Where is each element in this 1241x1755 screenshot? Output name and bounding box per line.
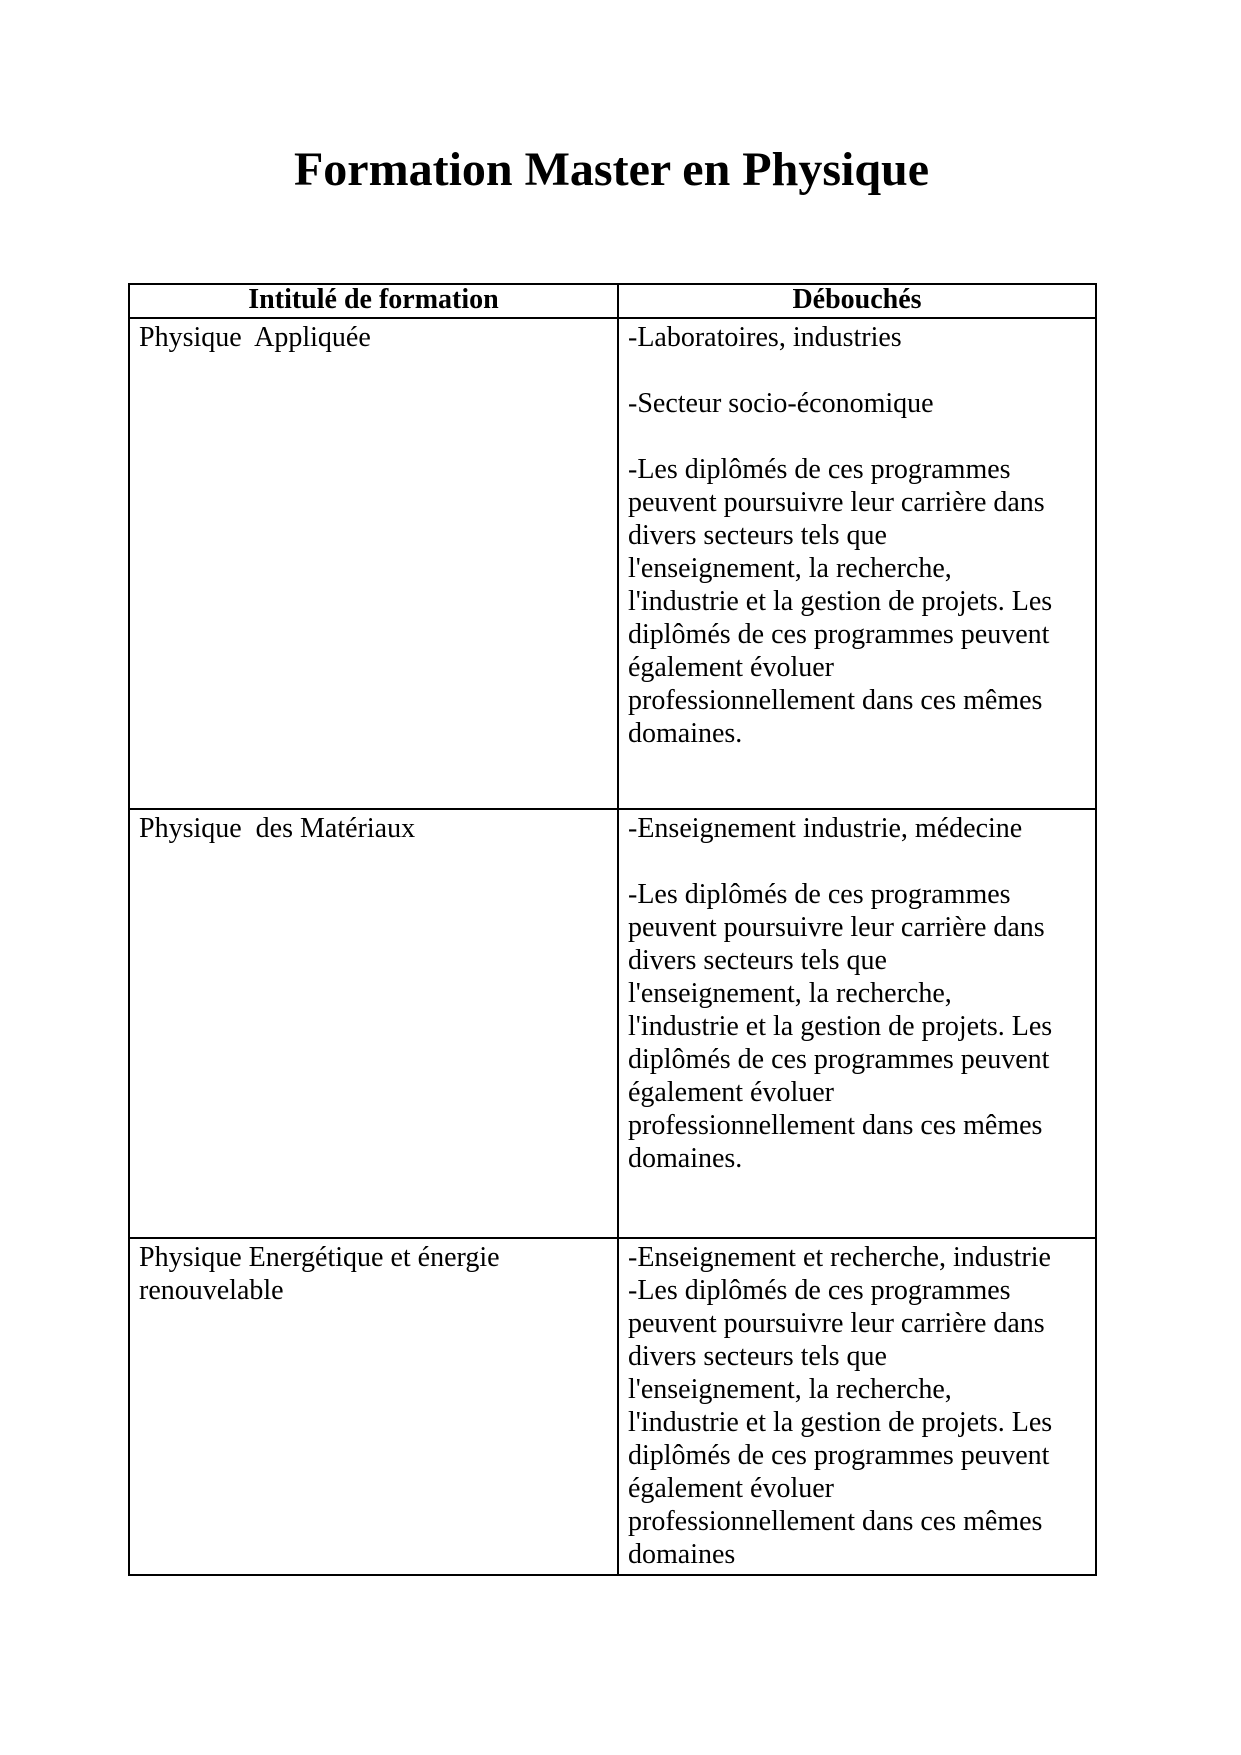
- text-line: l'enseignement, la recherche,: [628, 1374, 952, 1405]
- text-line: -Secteur socio-économique: [628, 388, 934, 419]
- text-line: divers secteurs tels que: [628, 945, 887, 976]
- text-line: également évoluer: [628, 1473, 835, 1504]
- text-line: également évoluer: [628, 652, 835, 683]
- formation-cell: Physique Appliquée: [129, 318, 618, 809]
- text-line: [628, 420, 1087, 453]
- text-line: également évoluer: [628, 1077, 835, 1108]
- text-line: divers secteurs tels que: [628, 520, 887, 551]
- page-title: Formation Master en Physique: [293, 143, 930, 196]
- formation-cell: Physique Energétique et énergie renouvelable: [129, 1238, 618, 1575]
- text-line: diplômés de ces programmes peuvent: [628, 1044, 1050, 1075]
- text-line: professionnellement dans ces mêmes: [628, 1110, 1043, 1141]
- text-line: professionnellement dans ces mêmes: [628, 1506, 1043, 1537]
- text-line: [628, 845, 1087, 878]
- text-line: domaines.: [628, 718, 743, 749]
- text-line: l'enseignement, la recherche,: [628, 553, 952, 584]
- formation-table: [128, 283, 1097, 1576]
- text-line: -Enseignement industrie, médecine: [628, 813, 1023, 844]
- text-line: diplômés de ces programmes peuvent: [628, 1440, 1050, 1471]
- text-line: professionnellement dans ces mêmes: [628, 685, 1043, 716]
- text-line: [628, 354, 1087, 387]
- debouches-cell: [618, 318, 1096, 809]
- text-line: domaines: [628, 1539, 736, 1570]
- text-line: -Laboratoires, industries: [628, 322, 902, 353]
- text-line: l'industrie et la gestion de projets. Les: [628, 586, 1053, 617]
- text-line: -Les diplômés de ces programmes: [628, 1275, 1011, 1306]
- table-header-row: [129, 284, 1096, 318]
- text-line: l'industrie et la gestion de projets. Les: [628, 1011, 1053, 1042]
- text-line: -Enseignement et recherche, industrie: [628, 1242, 1051, 1273]
- table-row: [129, 1238, 1096, 1575]
- text-line: diplômés de ces programmes peuvent: [628, 619, 1050, 650]
- header-debouches: Débouchés: [618, 284, 1096, 318]
- debouches-cell: [618, 809, 1096, 1238]
- formation-cell: Physique des Matériaux: [129, 809, 618, 1238]
- text-line: divers secteurs tels que: [628, 1341, 887, 1372]
- text-line: peuvent poursuivre leur carrière dans: [628, 487, 1045, 518]
- text-line: -Les diplômés de ces programmes: [628, 879, 1011, 910]
- text-line: l'enseignement, la recherche,: [628, 978, 952, 1009]
- text-line: domaines.: [628, 1143, 743, 1174]
- text-line: l'industrie et la gestion de projets. Les: [628, 1407, 1053, 1438]
- text-line: -Les diplômés de ces programmes: [628, 454, 1011, 485]
- text-line: peuvent poursuivre leur carrière dans: [628, 912, 1045, 943]
- debouches-cell: [618, 1238, 1096, 1575]
- text-line: peuvent poursuivre leur carrière dans: [628, 1308, 1045, 1339]
- header-intitule-de-formation: Intitulé de formation: [129, 284, 618, 318]
- table-row: [129, 809, 1096, 1238]
- table-row: [129, 318, 1096, 809]
